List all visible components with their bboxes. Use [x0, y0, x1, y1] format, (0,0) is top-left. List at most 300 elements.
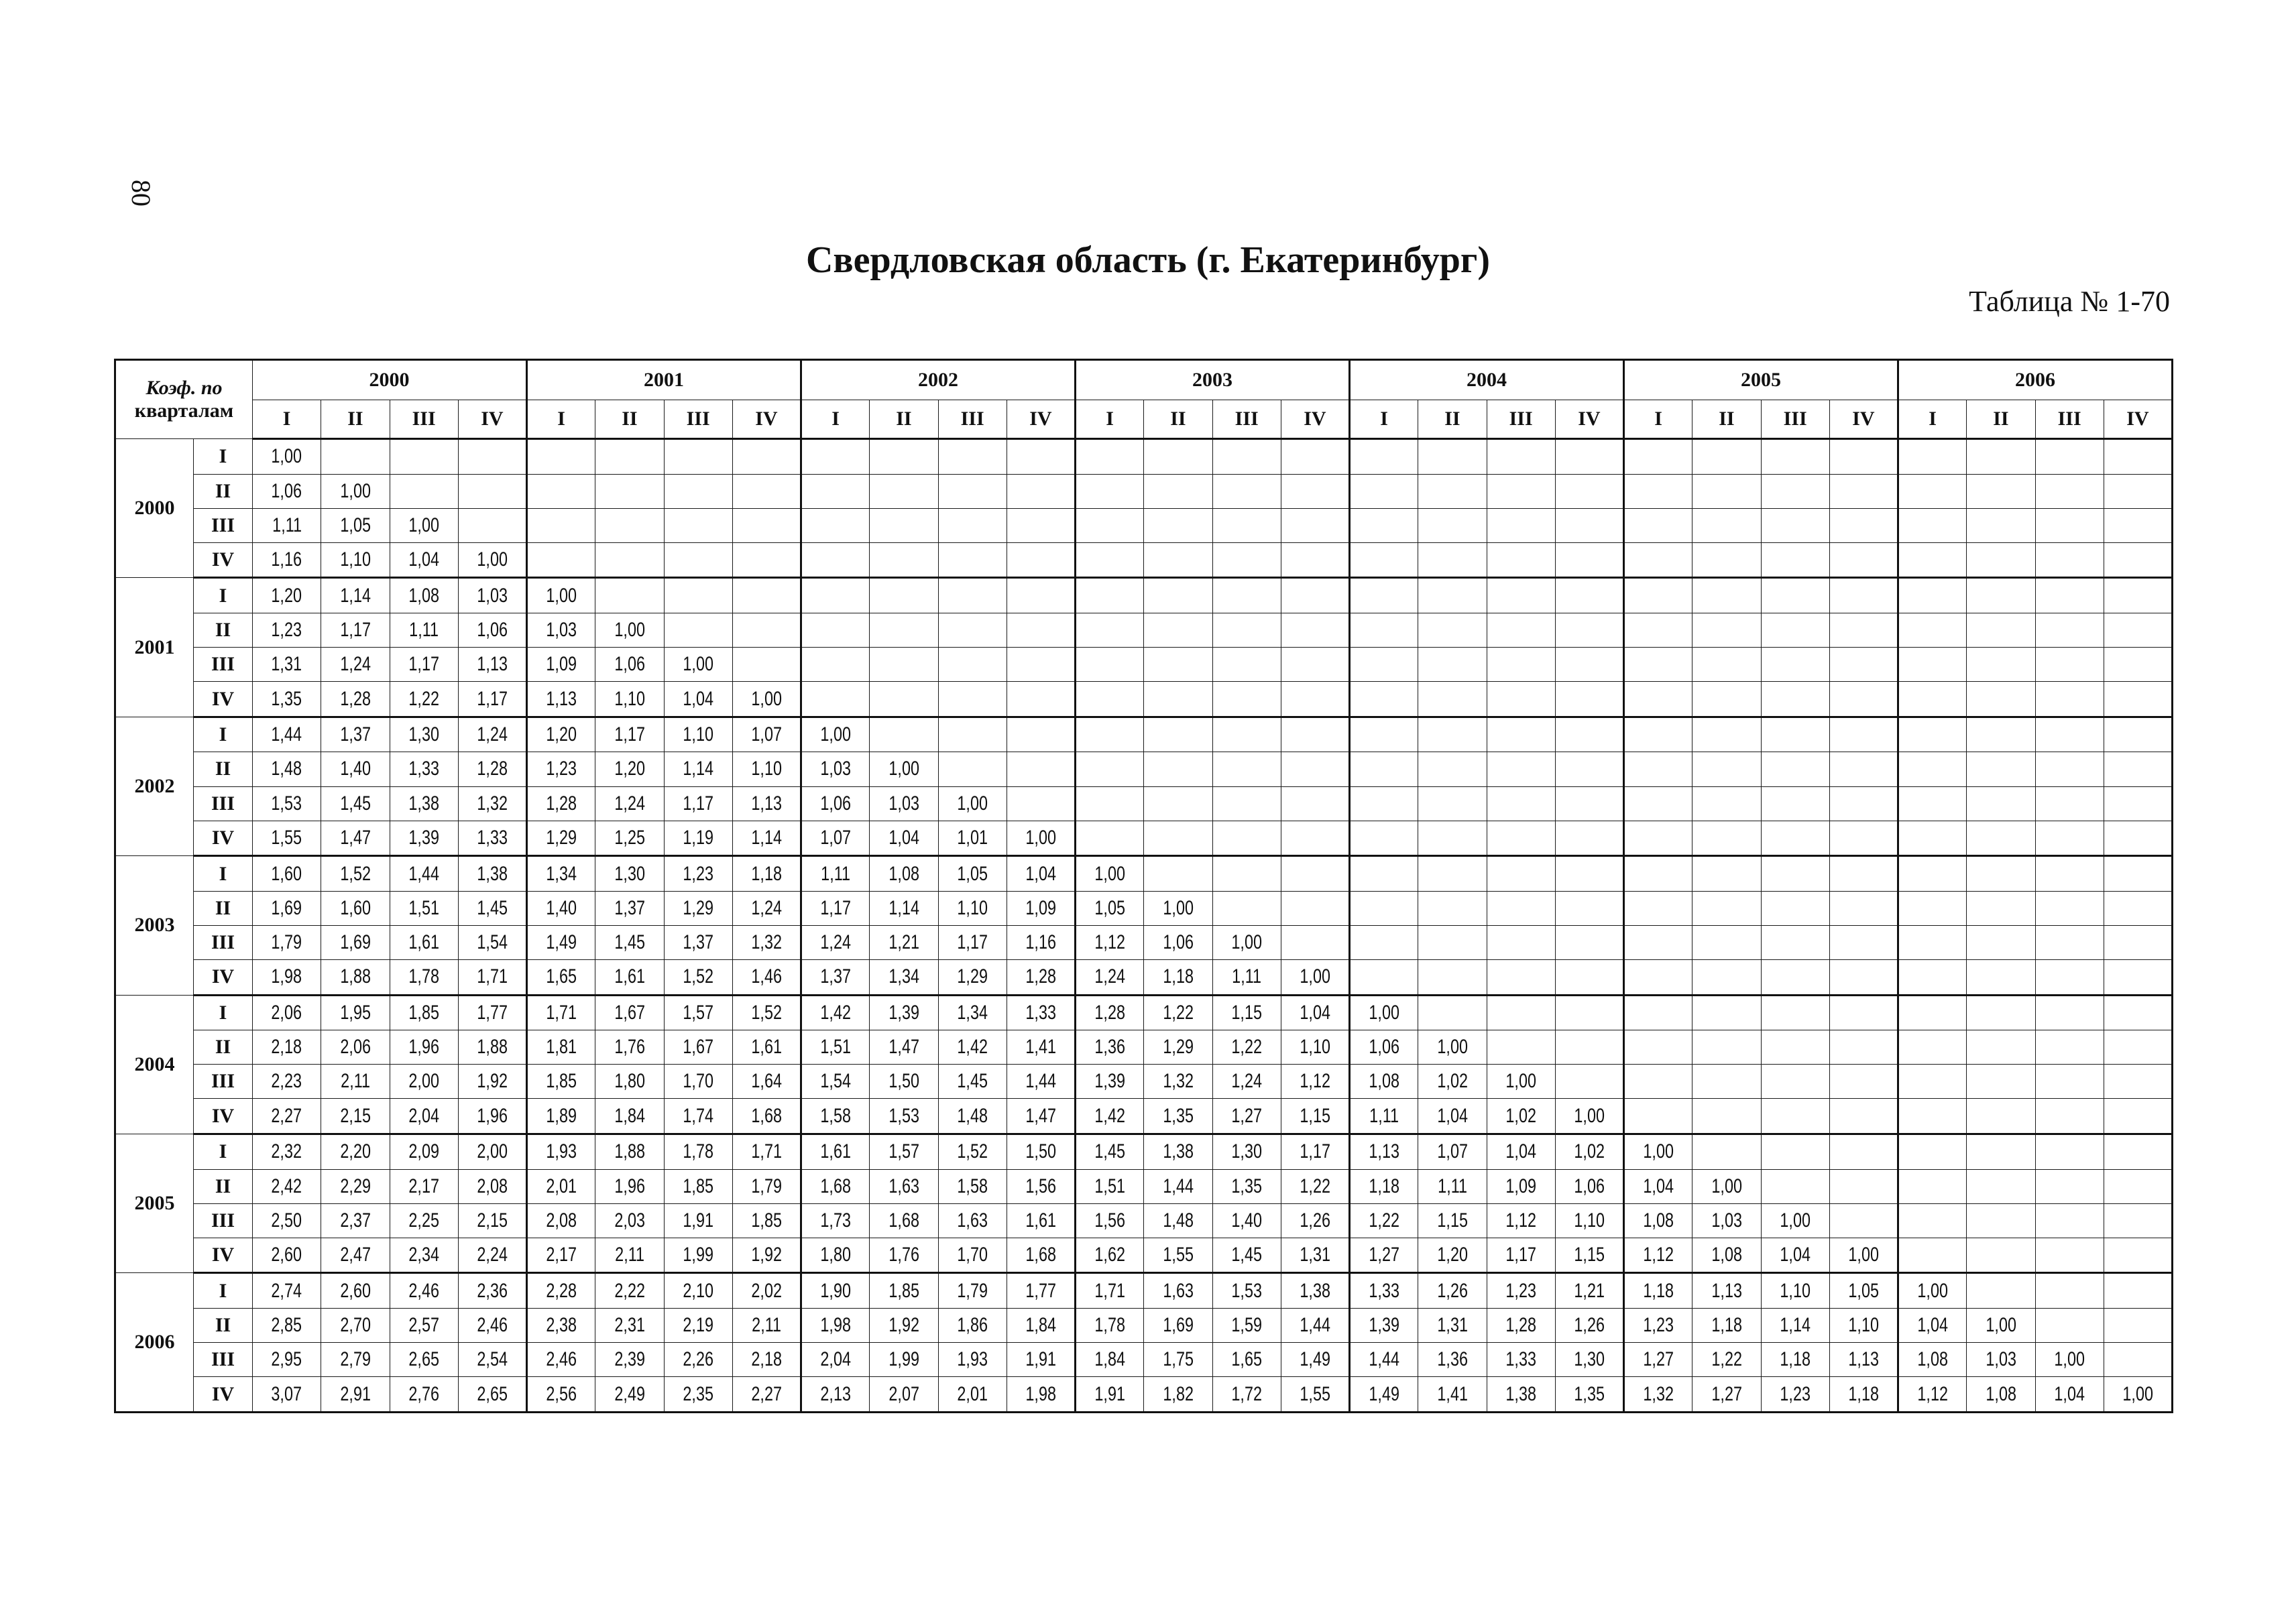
coefficient-cell — [1212, 474, 1281, 508]
coefficient-cell — [1007, 474, 1075, 508]
coefficient-cell — [801, 474, 870, 508]
coefficient-cell — [1212, 1169, 1281, 1203]
coefficient-value: 1,40 — [340, 758, 371, 780]
page-number: 80 — [126, 180, 156, 206]
coefficient-value: 1,68 — [820, 1175, 851, 1197]
coefficient-cell — [938, 925, 1007, 959]
coefficient-cell — [2104, 1134, 2172, 1170]
coefficient-cell — [1076, 474, 1144, 508]
coefficient-value: 1,08 — [408, 584, 439, 607]
coefficient-cell — [1967, 856, 2035, 892]
column-quarter-header: IV — [1281, 400, 1349, 439]
column-quarter-header: II — [1967, 400, 2035, 439]
coefficient-cell — [1007, 1169, 1075, 1203]
coefficient-cell — [1692, 752, 1761, 786]
coefficient-cell — [664, 648, 732, 682]
coefficient-cell — [1898, 1099, 1967, 1134]
coefficient-cell — [2104, 648, 2172, 682]
row-quarter-label: II — [194, 1030, 253, 1065]
coefficient-cell — [1761, 1377, 1829, 1413]
coefficient-cell — [1076, 578, 1144, 613]
coefficient-value: 2,60 — [340, 1279, 371, 1302]
coefficient-cell — [1418, 648, 1487, 682]
coefficient-value: 1,08 — [1917, 1348, 1948, 1371]
coefficient-cell — [458, 925, 526, 959]
coefficient-cell — [1967, 786, 2035, 821]
coefficient-cell — [595, 1099, 664, 1134]
coefficient-cell — [870, 1309, 938, 1343]
coefficient-value: 2,11 — [340, 1070, 370, 1093]
coefficient-value: 2,34 — [408, 1244, 439, 1266]
coefficient-cell — [458, 1203, 526, 1238]
coefficient-cell — [801, 1273, 870, 1309]
coefficient-cell — [321, 578, 390, 613]
coefficient-cell — [664, 578, 732, 613]
coefficient-cell — [732, 821, 801, 856]
coefficient-cell — [1281, 786, 1349, 821]
coefficient-value: 1,78 — [408, 965, 439, 988]
coefficient-cell — [870, 648, 938, 682]
coefficient-value: 1,00 — [1643, 1140, 1674, 1163]
coefficient-cell — [1555, 1377, 1623, 1413]
coefficient-cell — [1829, 474, 1898, 508]
coefficient-value: 1,81 — [546, 1036, 577, 1059]
coefficient-cell — [870, 995, 938, 1030]
coefficient-cell — [1829, 508, 1898, 542]
coefficient-cell — [1144, 1203, 1212, 1238]
coefficient-cell — [2035, 752, 2104, 786]
coefficient-cell — [527, 821, 595, 856]
coefficient-cell — [801, 1134, 870, 1170]
table-row — [115, 682, 2173, 717]
coefficient-cell — [1212, 682, 1281, 717]
row-year-label: 2005 — [115, 1134, 194, 1273]
coefficient-value: 1,05 — [1094, 896, 1125, 919]
coefficient-cell — [2035, 786, 2104, 821]
coefficient-value: 1,22 — [1231, 1036, 1262, 1059]
coefficient-cell — [1829, 1343, 1898, 1377]
coefficient-cell — [1076, 960, 1144, 996]
coefficient-cell — [938, 578, 1007, 613]
coefficient-cell — [1418, 786, 1487, 821]
coefficient-cell — [1007, 1343, 1075, 1377]
coefficient-value: 1,17 — [820, 896, 851, 919]
coefficient-cell — [1144, 995, 1212, 1030]
coefficient-value: 1,53 — [271, 792, 302, 815]
coefficient-value: 1,96 — [408, 1036, 439, 1059]
coefficient-value: 2,15 — [340, 1104, 371, 1127]
coefficient-cell — [870, 1343, 938, 1377]
coefficient-value: 1,71 — [751, 1140, 782, 1163]
coefficient-cell — [321, 648, 390, 682]
row-year-label: 2003 — [115, 856, 194, 995]
coefficient-cell — [1144, 648, 1212, 682]
coefficient-value: 1,96 — [477, 1104, 508, 1127]
coefficient-cell — [870, 786, 938, 821]
column-year-header: 2002 — [801, 360, 1076, 400]
coefficient-value: 1,31 — [1300, 1244, 1330, 1266]
coefficient-cell — [664, 542, 732, 578]
coefficient-cell — [2104, 856, 2172, 892]
coefficient-cell — [1487, 1065, 1555, 1099]
table-row — [115, 1203, 2173, 1238]
coefficient-cell — [253, 1203, 321, 1238]
column-year-header: 2003 — [1076, 360, 1350, 400]
coefficient-cell — [527, 891, 595, 925]
coefficient-value: 1,21 — [1574, 1279, 1605, 1302]
coefficient-cell — [390, 542, 458, 578]
coefficient-value: 1,23 — [1505, 1279, 1536, 1302]
coefficient-cell — [1898, 1134, 1967, 1170]
coefficient-cell — [1350, 1377, 1418, 1413]
coefficient-value: 1,55 — [271, 826, 302, 849]
coefficient-cell — [595, 1203, 664, 1238]
coefficient-cell — [1692, 1377, 1761, 1413]
row-quarter-label: II — [194, 1169, 253, 1203]
coefficient-cell — [253, 752, 321, 786]
coefficient-cell — [1555, 1134, 1623, 1170]
coefficient-value: 1,42 — [820, 1001, 851, 1024]
column-year-header: 2005 — [1624, 360, 1898, 400]
coefficient-value: 1,03 — [477, 584, 508, 607]
coefficient-value: 1,65 — [546, 965, 577, 988]
coefficient-value: 1,22 — [1300, 1175, 1330, 1197]
coefficient-value: 1,85 — [683, 1175, 713, 1197]
coefficient-value: 1,26 — [1574, 1314, 1605, 1337]
coefficient-cell — [1418, 1099, 1487, 1134]
coefficient-cell — [1898, 752, 1967, 786]
coefficient-cell — [1007, 682, 1075, 717]
coefficient-value: 1,23 — [1780, 1382, 1811, 1405]
coefficient-value: 1,85 — [888, 1279, 919, 1302]
row-quarter-label: IV — [194, 1238, 253, 1273]
coefficient-cell — [1281, 891, 1349, 925]
coefficient-cell — [2035, 613, 2104, 647]
coefficient-cell — [1281, 1065, 1349, 1099]
coefficient-cell — [1555, 717, 1623, 752]
coefficient-value: 2,11 — [751, 1314, 781, 1337]
coefficient-cell — [732, 439, 801, 475]
coefficient-cell — [801, 717, 870, 752]
coefficient-value: 2,17 — [408, 1175, 439, 1197]
coefficient-value: 1,71 — [546, 1001, 577, 1024]
coefficient-cell — [2104, 1169, 2172, 1203]
coefficient-value: 2,60 — [271, 1244, 302, 1266]
coefficient-cell — [801, 1309, 870, 1343]
coefficient-cell — [1418, 1309, 1487, 1343]
coefficient-cell — [1624, 995, 1692, 1030]
coefficient-cell — [527, 508, 595, 542]
coefficient-value: 1,00 — [1163, 896, 1194, 919]
coefficient-cell — [1967, 1169, 2035, 1203]
coefficient-value: 1,34 — [957, 1001, 988, 1024]
coefficient-cell — [1761, 1169, 1829, 1203]
coefficient-cell — [1898, 1030, 1967, 1065]
coefficient-cell — [1898, 960, 1967, 996]
coefficient-cell — [938, 1134, 1007, 1170]
coefficient-cell — [527, 578, 595, 613]
coefficient-value: 1,63 — [1163, 1279, 1194, 1302]
coefficient-cell — [801, 613, 870, 647]
coefficient-value: 1,03 — [546, 619, 577, 642]
coefficient-cell — [732, 1030, 801, 1065]
coefficient-cell — [1007, 960, 1075, 996]
coefficient-cell — [938, 542, 1007, 578]
coefficient-value: 2,74 — [271, 1279, 302, 1302]
coefficient-cell — [1692, 474, 1761, 508]
row-quarter-label: III — [194, 1065, 253, 1099]
coefficient-cell — [1212, 891, 1281, 925]
column-quarter-header: III — [390, 400, 458, 439]
table-row — [115, 1309, 2173, 1343]
coefficient-cell — [1350, 925, 1418, 959]
coefficient-value: 1,33 — [408, 758, 439, 780]
coefficient-cell — [527, 786, 595, 821]
coefficient-value: 1,10 — [1848, 1314, 1879, 1337]
coefficient-cell — [1144, 925, 1212, 959]
coefficient-value: 1,84 — [614, 1104, 645, 1127]
coefficient-cell — [321, 1309, 390, 1343]
coefficient-cell — [1007, 786, 1075, 821]
coefficient-cell — [732, 508, 801, 542]
coefficient-cell — [390, 960, 458, 996]
coefficient-cell — [1144, 1134, 1212, 1170]
coefficient-cell — [1624, 1343, 1692, 1377]
coefficient-cell — [1967, 821, 2035, 856]
coefficient-cell — [1007, 439, 1075, 475]
coefficient-cell — [801, 1203, 870, 1238]
coefficient-cell — [1761, 1343, 1829, 1377]
column-quarter-header: II — [321, 400, 390, 439]
coefficient-cell — [1967, 1030, 2035, 1065]
coefficient-value: 1,37 — [614, 896, 645, 919]
coefficient-value: 1,30 — [614, 862, 645, 885]
coefficient-cell — [938, 474, 1007, 508]
coefficient-cell — [321, 717, 390, 752]
column-year-header: 2006 — [1898, 360, 2173, 400]
coefficient-value: 1,28 — [1505, 1314, 1536, 1337]
coefficient-cell — [938, 960, 1007, 996]
row-quarter-label: III — [194, 508, 253, 542]
coefficient-value: 1,99 — [683, 1244, 713, 1266]
coefficient-value: 1,85 — [546, 1070, 577, 1093]
coefficient-cell — [1898, 1343, 1967, 1377]
coefficient-cell — [870, 1065, 938, 1099]
coefficient-value: 1,37 — [340, 723, 371, 746]
coefficient-cell — [1487, 786, 1555, 821]
coefficient-value: 1,30 — [1574, 1348, 1605, 1371]
coefficient-cell — [1624, 925, 1692, 959]
coefficient-value: 1,84 — [1094, 1348, 1125, 1371]
coefficient-cell — [732, 1134, 801, 1170]
coefficient-cell — [1555, 1309, 1623, 1343]
column-quarter-header: III — [938, 400, 1007, 439]
coefficient-cell — [458, 1343, 526, 1377]
coefficient-value: 2,11 — [614, 1244, 644, 1266]
coefficient-cell — [458, 1099, 526, 1134]
coefficient-cell — [2104, 1273, 2172, 1309]
table-row — [115, 995, 2173, 1030]
coefficient-cell — [1829, 821, 1898, 856]
coefficient-cell — [1829, 856, 1898, 892]
coefficient-cell — [1624, 508, 1692, 542]
coefficient-value: 1,45 — [477, 896, 508, 919]
coefficient-value: 1,00 — [2054, 1348, 2085, 1371]
coefficient-cell — [938, 613, 1007, 647]
coefficient-cell — [1418, 682, 1487, 717]
coefficient-value: 1,18 — [1643, 1279, 1674, 1302]
coefficient-cell — [527, 648, 595, 682]
table-row — [115, 613, 2173, 647]
coefficient-cell — [1144, 1169, 1212, 1203]
coefficient-value: 1,45 — [957, 1070, 988, 1093]
column-year-header: 2000 — [253, 360, 527, 400]
coefficient-cell — [2104, 1099, 2172, 1134]
coefficient-cell — [458, 821, 526, 856]
coefficient-cell — [1761, 1309, 1829, 1343]
coefficient-cell — [1967, 682, 2035, 717]
coefficient-cell — [870, 1238, 938, 1273]
coefficient-cell — [527, 1238, 595, 1273]
table-row — [115, 1030, 2173, 1065]
coefficient-value: 1,35 — [1231, 1175, 1262, 1197]
coefficient-value: 1,00 — [1711, 1175, 1742, 1197]
coefficient-cell — [1761, 786, 1829, 821]
coefficient-cell — [458, 1030, 526, 1065]
coefficient-cell — [1624, 439, 1692, 475]
coefficient-cell — [1555, 578, 1623, 613]
coefficient-value: 1,71 — [477, 965, 508, 988]
coefficient-cell — [390, 752, 458, 786]
coefficient-cell — [253, 613, 321, 647]
coefficient-cell — [458, 474, 526, 508]
coefficient-value: 2,07 — [888, 1382, 919, 1405]
coefficient-value: 1,68 — [888, 1209, 919, 1232]
coefficient-cell — [1076, 786, 1144, 821]
coefficient-value: 1,60 — [340, 896, 371, 919]
coefficient-value: 1,14 — [340, 584, 371, 607]
row-quarter-label: I — [194, 439, 253, 475]
coefficient-cell — [527, 613, 595, 647]
coefficient-cell — [527, 1309, 595, 1343]
coefficient-cell — [1967, 717, 2035, 752]
coefficient-cell — [1692, 856, 1761, 892]
coefficient-cell — [1076, 891, 1144, 925]
coefficient-cell — [1692, 995, 1761, 1030]
coefficient-cell — [390, 1030, 458, 1065]
coefficient-cell — [1007, 995, 1075, 1030]
coefficient-cell — [1898, 717, 1967, 752]
coefficient-cell — [801, 542, 870, 578]
coefficient-cell — [458, 542, 526, 578]
coefficient-value: 1,00 — [408, 514, 439, 536]
coefficient-cell — [253, 648, 321, 682]
coefficient-cell — [1761, 856, 1829, 892]
coefficient-cell — [1555, 648, 1623, 682]
row-year-label: 2004 — [115, 995, 194, 1134]
coefficient-cell — [1007, 925, 1075, 959]
coefficient-cell — [1418, 578, 1487, 613]
coefficient-value: 1,12 — [1505, 1209, 1536, 1232]
coefficient-cell — [390, 1169, 458, 1203]
coefficient-cell — [1555, 925, 1623, 959]
coefficient-cell — [390, 1377, 458, 1413]
coefficient-value: 1,05 — [340, 514, 371, 536]
column-quarter-header: II — [595, 400, 664, 439]
coefficient-cell — [1281, 925, 1349, 959]
coefficient-cell — [938, 508, 1007, 542]
coefficient-cell — [1418, 1203, 1487, 1238]
coefficient-value: 1,45 — [340, 792, 371, 815]
coefficient-cell — [1761, 752, 1829, 786]
coefficient-cell — [1829, 648, 1898, 682]
coefficient-cell — [1555, 1203, 1623, 1238]
coefficient-value: 2,19 — [683, 1314, 713, 1337]
column-quarter-header: III — [664, 400, 732, 439]
coefficient-value: 1,70 — [683, 1070, 713, 1093]
coefficient-cell — [1898, 1203, 1967, 1238]
coefficient-cell — [2035, 925, 2104, 959]
coefficient-cell — [595, 1238, 664, 1273]
coefficient-cell — [1624, 542, 1692, 578]
coefficient-cell — [390, 439, 458, 475]
coefficient-value: 2,26 — [683, 1348, 713, 1371]
coefficient-value: 1,79 — [957, 1279, 988, 1302]
coefficient-value: 1,38 — [1163, 1140, 1194, 1163]
coefficient-cell — [870, 508, 938, 542]
coefficient-value: 1,29 — [957, 965, 988, 988]
column-quarter-header: I — [1076, 400, 1144, 439]
coefficient-cell — [1007, 1065, 1075, 1099]
coefficient-cell — [1555, 439, 1623, 475]
coefficient-cell — [732, 1343, 801, 1377]
coefficient-value: 1,33 — [1025, 1001, 1056, 1024]
coefficient-value: 1,13 — [546, 687, 577, 710]
coefficient-cell — [1281, 613, 1349, 647]
coefficient-value: 2,49 — [614, 1382, 645, 1405]
column-quarter-header: I — [1624, 400, 1692, 439]
row-quarter-label: IV — [194, 682, 253, 717]
coefficient-cell — [732, 474, 801, 508]
coefficient-cell — [2104, 439, 2172, 475]
coefficient-cell — [458, 439, 526, 475]
column-quarter-header: I — [1350, 400, 1418, 439]
coefficient-cell — [1624, 717, 1692, 752]
coefficient-cell — [938, 1065, 1007, 1099]
coefficient-cell — [2104, 1065, 2172, 1099]
coefficient-value: 2,00 — [477, 1140, 508, 1163]
coefficient-value: 1,89 — [546, 1104, 577, 1127]
coefficient-cell — [870, 821, 938, 856]
coefficient-cell — [1007, 752, 1075, 786]
coefficient-value: 1,49 — [1369, 1382, 1399, 1405]
coefficient-cell — [1624, 648, 1692, 682]
coefficient-value: 1,17 — [614, 723, 645, 746]
coefficient-value: 1,61 — [408, 931, 439, 953]
table-row — [115, 1169, 2173, 1203]
coefficient-cell — [1076, 439, 1144, 475]
coefficient-cell — [595, 474, 664, 508]
coefficient-value: 1,45 — [1231, 1244, 1262, 1266]
coefficient-cell — [458, 786, 526, 821]
coefficient-value: 1,06 — [1163, 931, 1194, 953]
coefficient-cell — [1898, 508, 1967, 542]
coefficient-cell — [1624, 578, 1692, 613]
coefficient-value: 1,31 — [271, 653, 302, 676]
row-year-label: 2002 — [115, 717, 194, 855]
coefficient-cell — [2104, 542, 2172, 578]
coefficient-value: 1,64 — [751, 1070, 782, 1093]
